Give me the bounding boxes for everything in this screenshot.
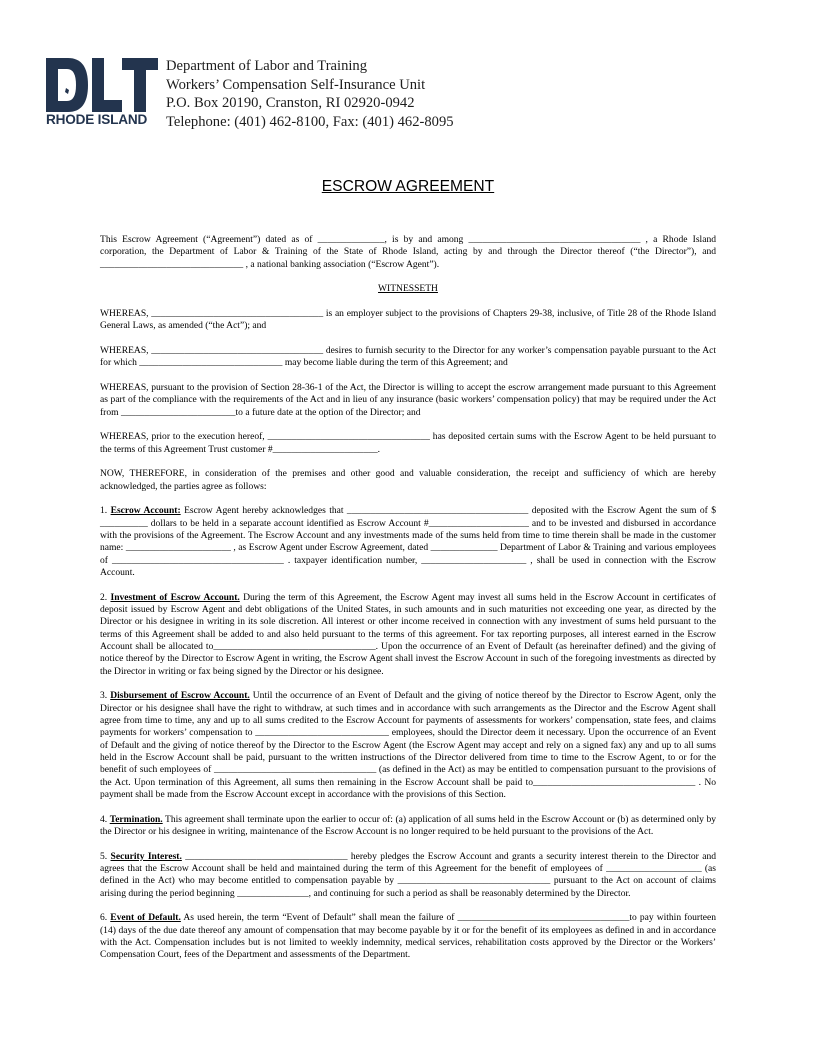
dlt-logo xyxy=(46,58,158,128)
whereas-paragraph: WHEREAS, prior to the execution hereof, __________________________________ has deposited certain sums with the Escrow Agent to be held pursuant to the terms of this Agreement Trust customer #______________________. xyxy=(100,431,716,455)
intro-paragraph: This Escrow Agreement (“Agreement”) dated as of ______________, is by and among ____________________________________ , a Rhode Island corporation, the Department of Labor & Training of the State of Rhode Island, acting by and through the Director thereof (“the Director”), and ______________________________ , a national banking association (“Escrow Agent”). xyxy=(100,234,716,270)
whereas-paragraph: WHEREAS, ____________________________________ desires to furnish security to the Director for any worker’s compensation payable pursuant to the Act for which ______________________________ may become liable during the term of this Agreement; and xyxy=(100,344,716,369)
section-heading: Termination. xyxy=(109,813,163,825)
section-investment: 2. Investment of Escrow Account. During the term of this Agreement, the Escrow Agent may invest all sums held in the Escrow Account in certificates of deposit issued by Escrow Agent and debt obligations of the United States, in such amounts and in such maturities not exceeding one year, as directed by the Director or his designee in writing in its sole discretion. All interest or other income received in connection with any investment of sums held pursuant to the terms of this Agreement shall be added to and also held pursuant to the terms of this agreement. For tax reporting purposes, all interest earned in the Escrow Account shall be allocated to__________________________________. Upon the occurrence of an Event of Default (as hereinafter defined) and the giving of notice thereof by the Director to Escrow Agent in writing, the Escrow Agent shall invest the Escrow Account in such of the foregoing investments as directed by the Director in writing or fax being signed by the Director or his designee. xyxy=(100,591,717,677)
agreement-body xyxy=(100,234,716,974)
section-security-interest: 5. Security Interest. __________________________________ hereby pledges the Escrow Account and grants a security interest therein to the Director and agrees that the Escrow Account shall be held and maintained during the term of this Agreement for the benefit of employees of ____________________ (as defined in the Act) who may become entitled to compensation payable by ________________________________ pursuant to the Act on account of claims arising during the period beginning _______________, and continuing for such a period as shall be reasonably determined by the Director. xyxy=(100,850,716,899)
whereas-paragraph: WHEREAS, pursuant to the provision of Section 28-36-1 of the Act, the Director is willing to accept the escrow arrangement made pursuant to this Agreement as part of the compliance with the requirements of the Act and in lieu of any insurance (basic workers’ compensation policy) that may be required under the Act from ________________________to a future date at the option of the Director; and xyxy=(100,381,716,418)
section-heading: Security Interest. xyxy=(110,850,182,862)
section-event-of-default: 6. Event of Default. As used herein, the term “Event of Default” shall mean the failure of ____________________________________to pay within fourteen (14) days of the due date thereof any amount of compensation that may become payable by it or for the benefit of its employees as defined in and in accordance with the Act. Compensation includes but is not limited to weekly indemnity, medical services, rehabilitation costs approved by the Director or the Workers’ Compensation Court, fees of the Department and assessments of the Department. xyxy=(100,912,716,961)
witnesseth-heading: WITNESSETH xyxy=(378,283,438,295)
document-title: ESCROW AGREEMENT xyxy=(321,178,495,195)
mailing-address: P.O. Box 20190, Cranston, RI 02920-0942 xyxy=(166,95,415,111)
section-heading: Disbursement of Escrow Account. xyxy=(110,690,250,702)
section-disbursement: 3. Disbursement of Escrow Account. Until the occurrence of an Event of Default and the giving of notice thereof by the Director to Escrow Agent, only the Director or his designee shall have the right to withdraw, at such times and in accordance with such arrangements as the Director and the Escrow Agent shall agree from time to time, any and up to all sums credited to the Escrow Account for payments of assessments for workers’ compensation, state fees, and claims payments for workers’ compensation to ____________________________ employees, should the Director deem it necessary. Upon the occurrence of an Event of Default and the giving of notice thereof by the Director to the Escrow Agent (the Escrow Agent may accept and rely on a signed fax) any and up to all sums held in the Escrow Account shall be paid, pursuant to the written instructions of the Director delivered from time to time to the Escrow Agent, to or for the benefit of such employees of __________________________________ (as defined in the Act) as may be entitled to compensation pursuant to the provisions of the Act. Upon termination of this Agreement, all sums then remaining in the Escrow Account shall be paid to__________________________________ . No payment shall be made from the Escrow Account except in accordance with the provisions of this Section. xyxy=(100,690,717,801)
logo-state-name: RHODE ISLAND xyxy=(46,112,148,127)
section-heading: Event of Default. xyxy=(110,912,181,924)
dlt-letters-graphic xyxy=(46,58,158,112)
section-heading: Investment of Escrow Account. xyxy=(110,591,240,603)
section-escrow-account: 1. Escrow Account: Escrow Agent hereby acknowledges that ______________________________________ deposited with the Escrow Agent the sum of $ __________ dollars to be held in a separate account identified as Escrow Account #_____________________ and to be invested and disbursed in accordance with the provisions of the Agreement. The Escrow Account and any investments made of the sums held from time to time therein shall be made in the customer name: ______________________ , as Escrow Agent under Escrow Agreement, dated ______________ Department of Labor & Training and various employees of ____________________________________ . taxpayer identification number, ______________________ , shall be used in connection with the Escrow Account. xyxy=(100,505,716,578)
now-therefore-paragraph: NOW, THEREFORE, in consideration of the premises and other good and valuable consideration, the receipt and sufficiency of which are hereby acknowledged, the parties agree as follows: xyxy=(100,468,716,492)
agency-header xyxy=(166,57,454,131)
section-termination: 4. Termination. This agreement shall terminate upon the earlier to occur of: (a) application of all sums held in the Escrow Account or (b) as determined only by the Director or his designee in writing, maintenance of the Escrow Account is no longer required to be held pursuant to the provisions of the Act. xyxy=(100,813,716,838)
unit-name: Workers’ Compensation Self-Insurance Unit xyxy=(166,76,426,93)
contact-numbers: Telephone: (401) 462-8100, Fax: (401) 462-8095 xyxy=(166,113,454,130)
section-heading: Escrow Account: xyxy=(110,505,181,517)
agency-name: Department of Labor and Training xyxy=(166,58,368,74)
whereas-paragraph: WHEREAS, ____________________________________ is an employer subject to the provisions of Chapters 29-38, inclusive, of Title 28 of the Rhode Island General Laws, as amended (“the Act”); and xyxy=(100,307,716,332)
